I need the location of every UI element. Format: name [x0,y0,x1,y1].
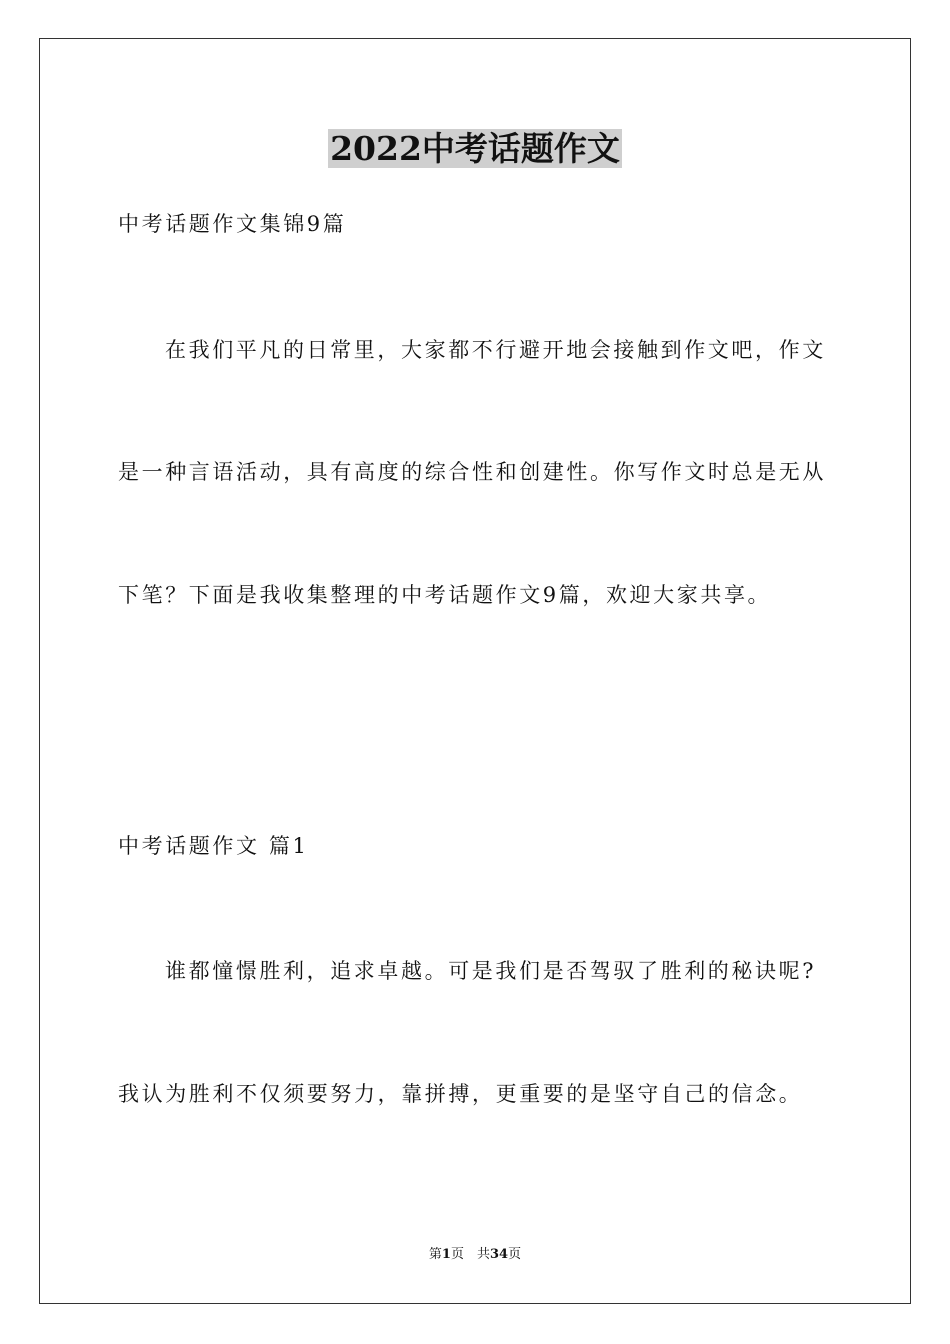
footer-middle: 页 共 [450,1247,490,1262]
footer-suffix: 页 [508,1247,522,1262]
title-text: 2022中考话题作文 [330,129,620,168]
intro-paragraph-line-2: 是一种言语活动，具有高度的综合性和创建性。你写作文时总是无从 [118,460,826,484]
page-footer [0,1246,950,1264]
footer-page-number: 1 [441,1247,451,1262]
footer-total-pages: 34 [489,1247,509,1262]
document-title [0,128,950,170]
document-subtitle: 中考话题作文集锦9篇 [118,212,347,236]
intro-paragraph-line-3: 下笔？下面是我收集整理的中考话题作文9篇，欢迎大家共享。 [118,583,772,607]
footer-prefix: 第 [428,1247,442,1262]
intro-paragraph-line-1: 在我们平凡的日常里，大家都不行避开地会接触到作文吧，作文 [165,338,826,362]
section-paragraph-line-2: 我认为胜利不仅须要努力，靠拼搏，更重要的是坚守自己的信念。 [118,1082,803,1106]
section-heading: 中考话题作文 篇1 [118,834,309,858]
section-paragraph-line-1: 谁都憧憬胜利，追求卓越。可是我们是否驾驭了胜利的秘诀呢? [165,959,817,983]
